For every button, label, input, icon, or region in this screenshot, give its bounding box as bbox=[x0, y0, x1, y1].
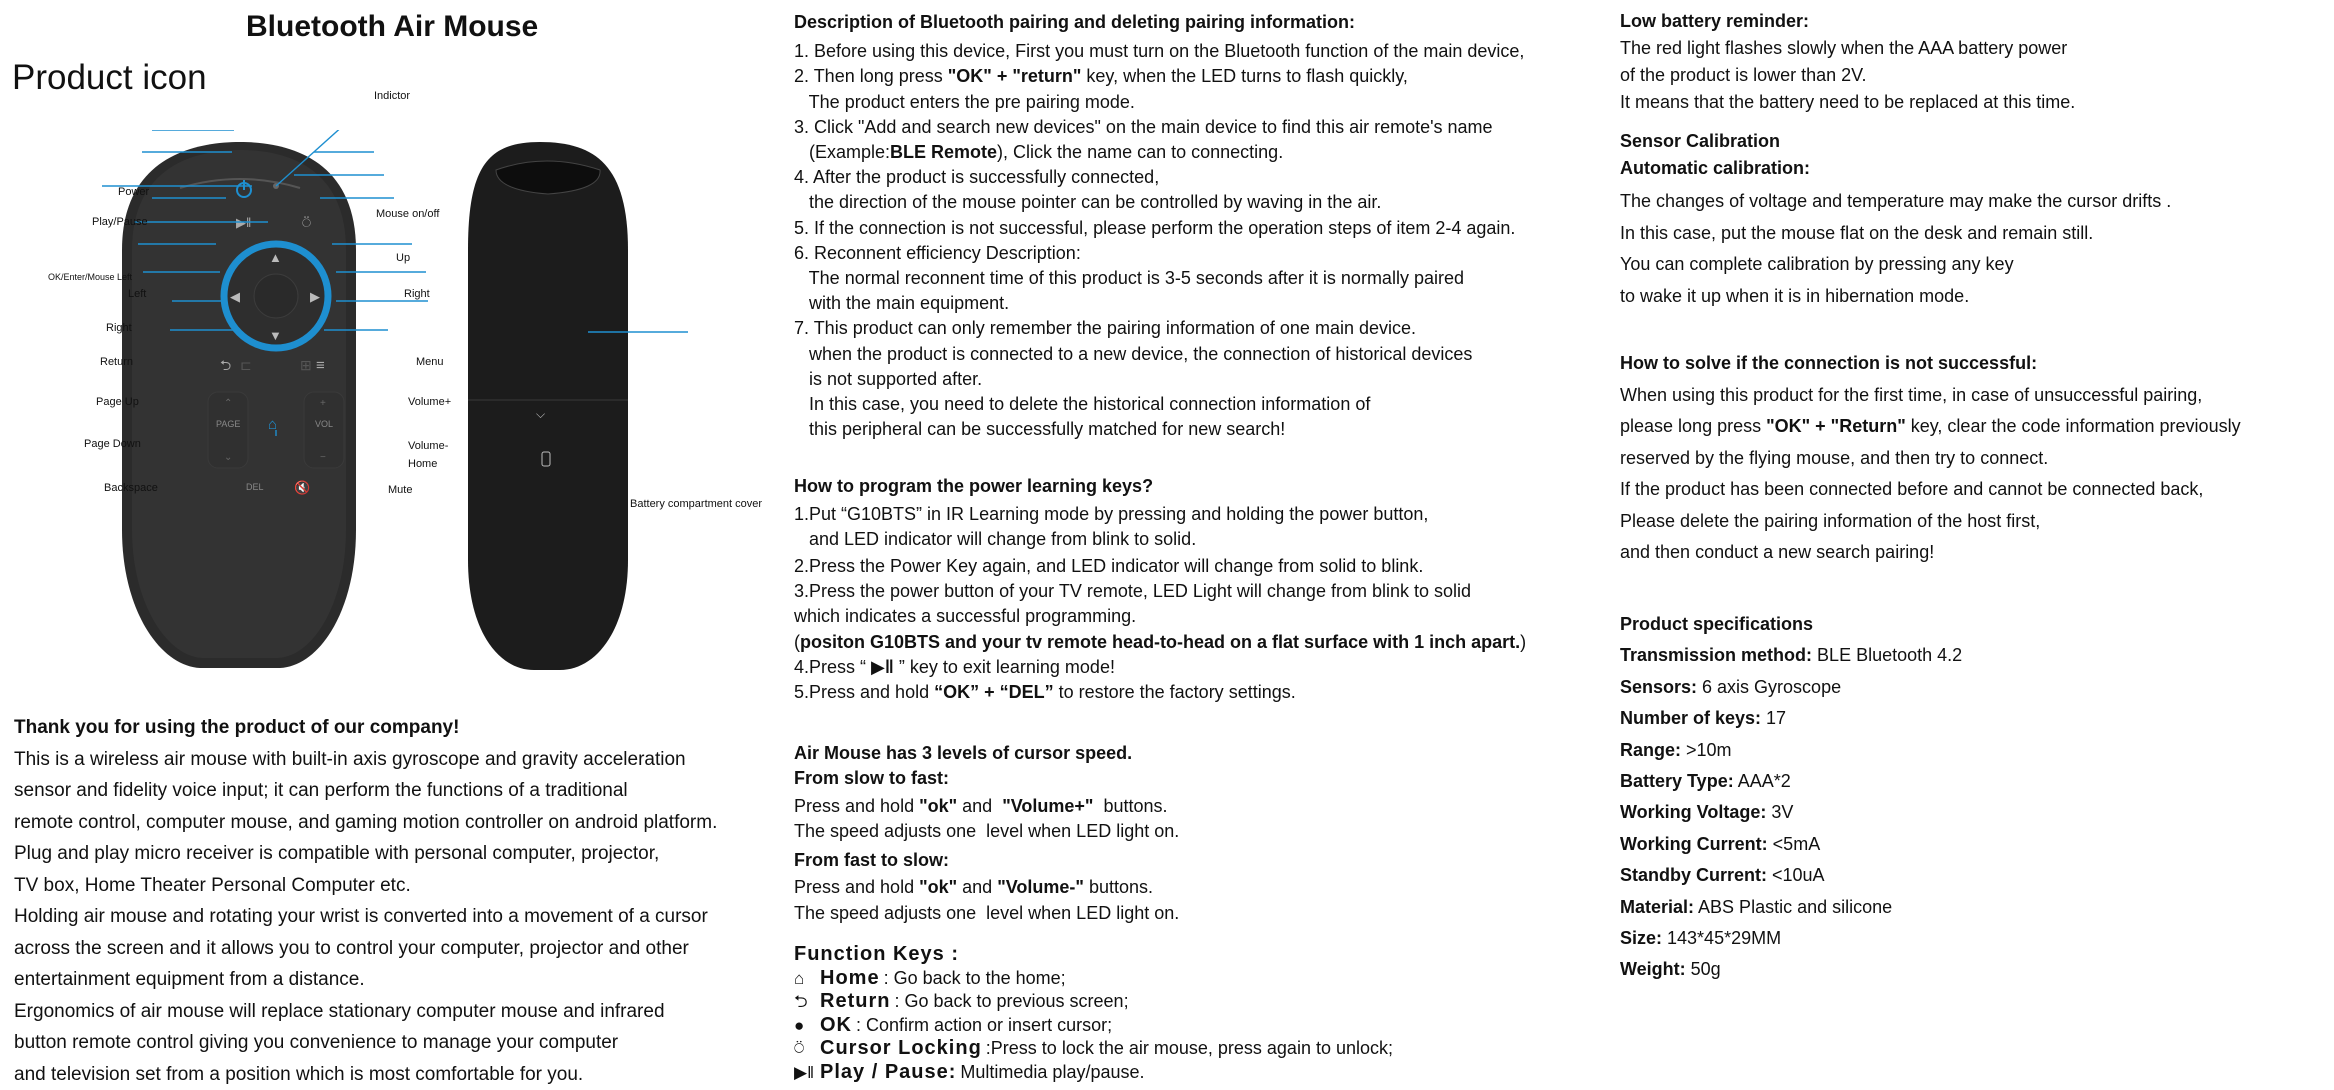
sensor-line: You can complete calibration by pressing any key bbox=[1620, 249, 2241, 281]
ok-dot-icon: ● bbox=[794, 1014, 820, 1038]
battery-line: of the product is lower than 2V. bbox=[1620, 62, 2241, 89]
label-page-down: Page Down bbox=[84, 438, 141, 450]
label-mute: Mute bbox=[388, 484, 412, 496]
learning-line: 5.Press and hold “OK” + “DEL” to restore the factory settings. bbox=[794, 680, 1526, 705]
pairing-heading: Description of Bluetooth pairing and deleting pairing information: bbox=[794, 10, 1526, 35]
speed-line: The speed adjusts one level when LED light on. bbox=[794, 901, 1526, 926]
intro-line: Ergonomics of air mouse will replace stationary computer mouse and infrared bbox=[14, 996, 717, 1028]
label-play-pause: Play/Pause bbox=[92, 216, 148, 228]
left-arrow-icon: ◀ bbox=[230, 289, 240, 304]
pairing-line: is not supported after. bbox=[794, 367, 1526, 392]
speed-fast-slow: From fast to slow: bbox=[794, 848, 1526, 873]
del-key-label: DEL bbox=[246, 482, 264, 492]
pairing-line: 3. Click "Add and search new devices" on the main device to find this air remote's name bbox=[794, 115, 1526, 140]
learning-line: 2.Press the Power Key again, and LED indicator will change from solid to blink. bbox=[794, 554, 1526, 579]
function-key-item: ⍥ Cursor Locking :Press to lock the air mouse, press again to unlock; bbox=[794, 1037, 1393, 1061]
label-volume-down: Volume- bbox=[408, 440, 448, 452]
svg-text:⌄: ⌄ bbox=[224, 452, 232, 463]
home-icon: ⌂ bbox=[268, 416, 277, 433]
return-icon: ⮌ bbox=[220, 357, 231, 373]
vol-key-label: VOL bbox=[315, 419, 333, 429]
middle-column bbox=[794, 10, 1526, 926]
pairing-line: 6. Reconnent efficiency Description: bbox=[794, 241, 1526, 266]
sensor-line: to wake it up when it is in hibernation mode. bbox=[1620, 281, 2241, 313]
mute-icon: 🔇 bbox=[294, 480, 310, 495]
intro-section bbox=[14, 712, 717, 1090]
label-left: Left bbox=[128, 288, 146, 300]
spec-row: Weight: 50g bbox=[1620, 954, 1962, 985]
intro-line: sensor and fidelity voice input; it can perform the functions of a traditional bbox=[14, 775, 717, 807]
spec-row: Standby Current: <10uA bbox=[1620, 860, 1962, 891]
pairing-line: The product enters the pre pairing mode. bbox=[794, 90, 1526, 115]
up-arrow-icon: ▲ bbox=[269, 250, 282, 265]
pairing-line: In this case, you need to delete the historical connection information of bbox=[794, 392, 1526, 417]
function-key-item: ⮌ Return : Go back to previous screen; bbox=[794, 990, 1393, 1014]
remote-back-body bbox=[468, 142, 628, 670]
spec-row: Working Current: <5mA bbox=[1620, 829, 1962, 860]
solve-line: Please delete the pairing information of the host first, bbox=[1620, 506, 2241, 538]
svg-text:−: − bbox=[320, 452, 326, 463]
label-home: Home bbox=[408, 458, 437, 470]
intro-line: This is a wireless air mouse with built-in axis gyroscope and gravity acceleration bbox=[14, 744, 717, 776]
play-pause-icon: ▶‖ bbox=[236, 215, 251, 230]
learning-line: which indicates a successful programming. bbox=[794, 604, 1526, 629]
pairing-line: 5. If the connection is not successful, please perform the operation steps of item 2-4 again. bbox=[794, 216, 1526, 241]
function-key-item: ● OK : Confirm action or insert cursor; bbox=[794, 1014, 1393, 1038]
page-title: Bluetooth Air Mouse bbox=[246, 10, 538, 44]
learning-line: 1.Put “G10BTS” in IR Learning mode by pressing and holding the power button, bbox=[794, 502, 1526, 527]
label-mouse-onoff: Mouse on/off bbox=[376, 208, 439, 220]
pairing-line: the direction of the mouse pointer can be controlled by waving in the air. bbox=[794, 190, 1526, 215]
battery-heading: Low battery reminder: bbox=[1620, 8, 2241, 35]
speed-slow-fast: From slow to fast: bbox=[794, 766, 1526, 791]
spec-row: Battery Type: AAA*2 bbox=[1620, 766, 1962, 797]
ok-button bbox=[254, 274, 298, 318]
sensor-subheading: Automatic calibration: bbox=[1620, 155, 2241, 182]
intro-line: Holding air mouse and rotating your wrist is converted into a movement of a cursor bbox=[14, 901, 717, 933]
menu-icon: ≡ bbox=[316, 357, 325, 374]
intro-line: across the screen and it allows you to control your computer, projector and other bbox=[14, 933, 717, 965]
learning-heading: How to program the power learning keys? bbox=[794, 474, 1526, 499]
speed-line: Press and hold "ok" and "Volume-" buttons. bbox=[794, 875, 1526, 900]
intro-line: button remote control giving you convenience to manage your computer bbox=[14, 1027, 717, 1059]
speed-line: Press and hold "ok" and "Volume+" buttons. bbox=[794, 794, 1526, 819]
spec-row: Sensors: 6 axis Gyroscope bbox=[1620, 672, 1962, 703]
pairing-line: 1. Before using this device, First you must turn on the Bluetooth function of the main device, bbox=[794, 39, 1526, 64]
label-return: Return bbox=[100, 356, 133, 368]
specs-heading: Product specifications bbox=[1620, 609, 1962, 640]
spec-row: Size: 143*45*29MM bbox=[1620, 923, 1962, 954]
page-key-label: PAGE bbox=[216, 419, 240, 429]
solve-line: If the product has been connected before and cannot be connected back, bbox=[1620, 474, 2241, 506]
sensor-heading: Sensor Calibration bbox=[1620, 128, 2241, 155]
label-backspace: Backspace bbox=[104, 482, 158, 494]
solve-line: and then conduct a new search pairing! bbox=[1620, 537, 2241, 569]
spec-row: Transmission method: BLE Bluetooth 4.2 bbox=[1620, 640, 1962, 671]
label-right-lower: Right bbox=[106, 322, 132, 334]
spec-row: Material: ABS Plastic and silicone bbox=[1620, 892, 1962, 923]
learning-line: (positon G10BTS and your tv remote head-to-head on a flat surface with 1 inch apart.) bbox=[794, 630, 1526, 655]
intro-line: and television set from a position which is most comfortable for you. bbox=[14, 1059, 717, 1090]
label-page-up: Page Up bbox=[96, 396, 139, 408]
solve-line: When using this product for the first time, in case of unsuccessful pairing, bbox=[1620, 380, 2241, 412]
play-pause-icon: ▶‖ bbox=[794, 1061, 820, 1085]
pairing-line: with the main equipment. bbox=[794, 291, 1526, 316]
label-volume-up: Volume+ bbox=[408, 396, 451, 408]
mouse-onoff-icon: ⍥ bbox=[302, 215, 311, 232]
intro-line: remote control, computer mouse, and gaming motion controller on android platform. bbox=[14, 807, 717, 839]
sensor-line: In this case, put the mouse flat on the desk and remain still. bbox=[1620, 218, 2241, 250]
home-icon: ⌂ bbox=[794, 967, 820, 991]
spec-row: Working Voltage: 3V bbox=[1620, 797, 1962, 828]
remote-diagram bbox=[40, 130, 780, 690]
intro-line: TV box, Home Theater Personal Computer etc. bbox=[14, 870, 717, 902]
spec-row: Number of keys: 17 bbox=[1620, 703, 1962, 734]
intro-line: Plug and play micro receiver is compatible with personal computer, projector, bbox=[14, 838, 717, 870]
battery-line: It means that the battery need to be replaced at this time. bbox=[1620, 89, 2241, 116]
learning-line: 3.Press the power button of your TV remote, LED Light will change from blink to solid bbox=[794, 579, 1526, 604]
label-power: Power bbox=[118, 186, 149, 198]
speed-heading: Air Mouse has 3 levels of cursor speed. bbox=[794, 741, 1526, 766]
pairing-line: this peripheral can be successfully matched for new search! bbox=[794, 417, 1526, 442]
function-keys-title: Function Keys : bbox=[794, 943, 1393, 967]
cursor-lock-icon: ⍥ bbox=[794, 1037, 820, 1061]
intro-line: entertainment equipment from a distance. bbox=[14, 964, 717, 996]
pairing-line: 4. After the product is successfully connected, bbox=[794, 165, 1526, 190]
pairing-line: when the product is connected to a new device, the connection of historical devices bbox=[794, 342, 1526, 367]
product-icon-heading: Product icon bbox=[12, 58, 207, 98]
pairing-line: (Example:BLE Remote), Click the name can to connecting. bbox=[794, 140, 1526, 165]
back-arrow-icon: ⌵ bbox=[536, 407, 545, 421]
label-battery-cover: Battery compartment cover bbox=[630, 498, 762, 510]
pairing-line: 2. Then long press "OK" + "return" key, when the LED turns to flash quickly, bbox=[794, 64, 1526, 89]
specs-section bbox=[1620, 609, 1962, 986]
intro-heading: Thank you for using the product of our company! bbox=[14, 712, 717, 744]
label-up: Up bbox=[396, 252, 410, 264]
label-ok-enter: OK/Enter/Mouse Left bbox=[48, 272, 132, 282]
label-indicator: Indictor bbox=[374, 90, 410, 102]
learning-line: 4.Press “ ▶‖ ” key to exit learning mode! bbox=[794, 655, 1526, 680]
function-key-item: ▶‖ Play / Pause: Multimedia play/pause. bbox=[794, 1061, 1393, 1085]
return-icon: ⮌ bbox=[794, 990, 820, 1014]
speed-line: The speed adjusts one level when LED light on. bbox=[794, 819, 1526, 844]
pairing-line: The normal reconnent time of this product is 3-5 seconds after it is normally paired bbox=[794, 266, 1526, 291]
svg-text:⊏: ⊏ bbox=[240, 357, 252, 373]
svg-text:⌃: ⌃ bbox=[224, 398, 232, 409]
svg-text:+: + bbox=[320, 398, 326, 409]
right-arrow-icon: ▶ bbox=[310, 289, 320, 304]
function-keys-section bbox=[794, 943, 1393, 1085]
function-key-item: ⌂ Home : Go back to the home; bbox=[794, 967, 1393, 991]
solve-line: reserved by the flying mouse, and then try to connect. bbox=[1620, 443, 2241, 475]
sensor-line: The changes of voltage and temperature may make the cursor drifts . bbox=[1620, 186, 2241, 218]
svg-text:⊞: ⊞ bbox=[300, 357, 312, 373]
pairing-line: 7. This product can only remember the pairing information of one main device. bbox=[794, 316, 1526, 341]
right-column bbox=[1620, 8, 2241, 569]
label-right: Right bbox=[404, 288, 430, 300]
solve-heading: How to solve if the connection is not successful: bbox=[1620, 348, 2241, 380]
battery-line: The red light flashes slowly when the AAA battery power bbox=[1620, 35, 2241, 62]
learning-line: and LED indicator will change from blink to solid. bbox=[794, 527, 1526, 552]
down-arrow-icon: ▼ bbox=[269, 328, 282, 343]
label-menu: Menu bbox=[416, 356, 444, 368]
spec-row: Range: >10m bbox=[1620, 735, 1962, 766]
solve-line: please long press "OK" + "Return" key, clear the code information previously bbox=[1620, 411, 2241, 443]
